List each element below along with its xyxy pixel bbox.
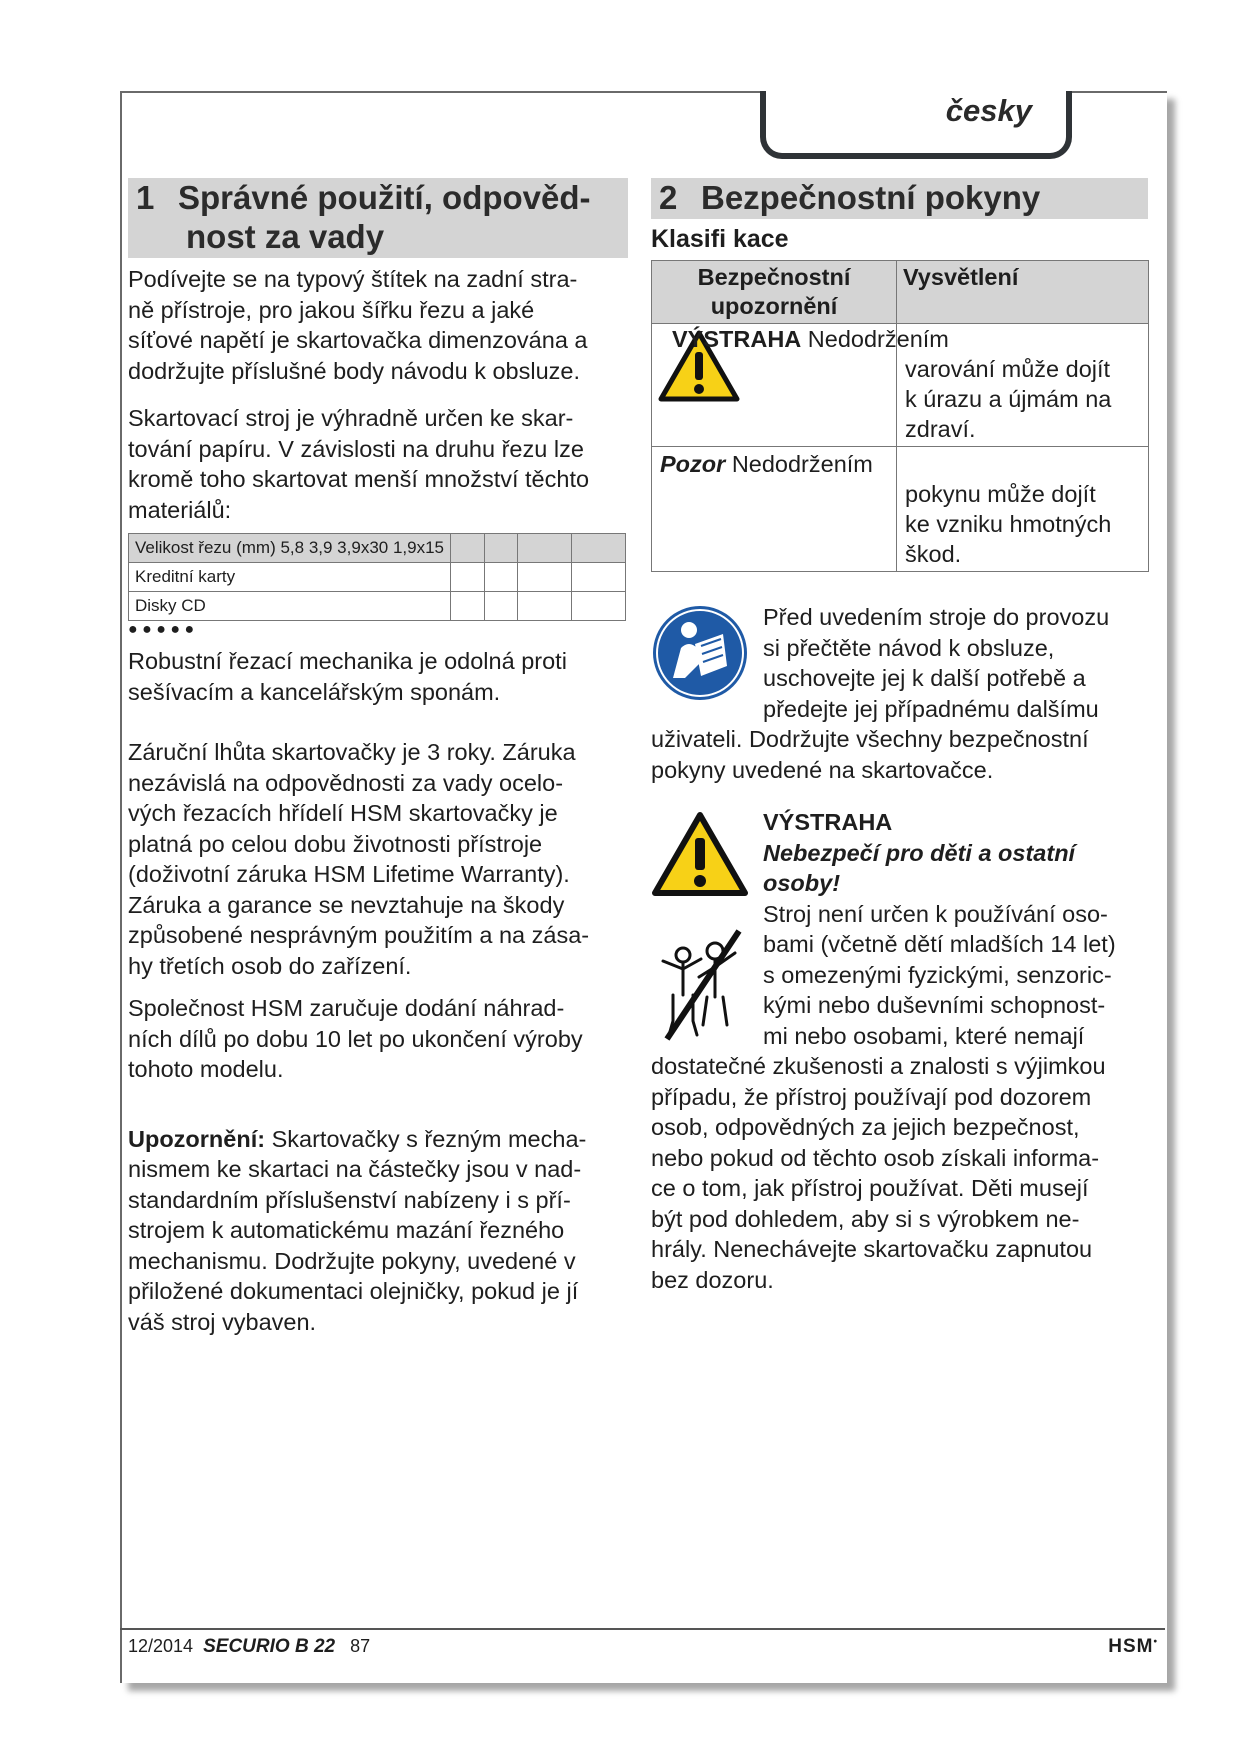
section1-para1 xyxy=(128,264,628,386)
bullet-marker: ● xyxy=(142,621,152,638)
text-line: Společnost HSM zaručuje dodání náhrad- xyxy=(128,995,565,1021)
text-line: váš stroj vybaven. xyxy=(128,1308,317,1335)
text-line: Stroj není určen k používání oso- xyxy=(763,900,1108,927)
footer-date: 12/2014 xyxy=(128,1636,194,1656)
section1-title-line1: Správné použití, odpověd- xyxy=(178,179,591,216)
bullet-marker: ● xyxy=(156,621,166,638)
warning-subtitle-line2: osoby! xyxy=(763,870,841,896)
section1-para2 xyxy=(128,403,628,525)
footer-model: SECURIO B 22 xyxy=(203,1636,336,1657)
signal-word-caution: Pozor xyxy=(660,451,726,477)
text-line: Záruka a garance se nevztahuje na škody xyxy=(128,891,565,918)
text-line: mechanismu. Dodržujte pokyny, uvedené v xyxy=(128,1247,576,1274)
text-line: předejte jej případnému dalšímu xyxy=(763,695,1099,722)
text-line: hy třetích osob do zařízení. xyxy=(128,952,412,979)
text-line: Skartovací stroj je výhradně určen ke skar- xyxy=(128,405,574,431)
text-line: s omezenými fyzickými, senzoric- xyxy=(763,961,1112,988)
read-manual-icon xyxy=(651,604,749,702)
section1-number: 1 xyxy=(136,179,155,216)
text-line: způsobené nesprávným použitím a na zása- xyxy=(128,922,590,948)
section1-title-line2: nost za vady xyxy=(186,218,385,255)
text-line: síťové napětí je skartovačka dimenzována a xyxy=(128,327,588,353)
right-column xyxy=(651,178,1148,1295)
cut-table-row-cds xyxy=(129,592,451,621)
bullet-marker: ● xyxy=(128,621,138,638)
text-line: nebo pokud od těchto osob získali informa- xyxy=(651,1144,1100,1171)
text-line: vých řezacích hřídelí HSM skartovačky je xyxy=(128,800,558,826)
footer-page-number: 87 xyxy=(350,1636,371,1656)
text-line: nezávislá na odpovědnosti za vady ocelo- xyxy=(128,769,564,796)
text-line: bami (včetně dětí mladších 14 let) xyxy=(763,931,1116,957)
text-line: dostatečné zkušenosti a znalosti s výjimkou xyxy=(651,1053,1106,1079)
row-text: Nedodržením xyxy=(807,326,949,352)
children-warning-block xyxy=(651,807,1148,1295)
text-line: uživateli. Dodržujte všechny bezpečnostní xyxy=(651,726,1089,752)
warning-subtitle-line1: Nebezpečí pro děti a ostatní xyxy=(763,839,1076,866)
text-line: přiložené dokumentaci olejničky, pokud je jí xyxy=(128,1278,579,1304)
section1-note xyxy=(128,1124,628,1338)
text-line: uschovejte jej k další potřebě a xyxy=(763,665,1086,691)
note-label: Upozornění: xyxy=(128,1125,266,1152)
hsm-logo: HSM• xyxy=(1108,1636,1158,1657)
section1-para4 xyxy=(128,737,628,981)
text-line: dodržujte příslušné body návodu k obsluze. xyxy=(128,357,581,384)
caution-row-first-line xyxy=(660,449,873,479)
row-text: Nedodržením xyxy=(731,451,873,477)
brand-name: HSM xyxy=(1108,1636,1154,1657)
text-line: Záruční lhůta skartovačky je 3 roky. Záruka xyxy=(128,739,576,765)
text-line: případu, že přístroj používají pod dozorem xyxy=(651,1083,1092,1110)
col-safety-notice-header xyxy=(652,261,897,324)
header-line: Bezpečnostní xyxy=(697,264,851,290)
section1-heading xyxy=(128,178,628,258)
footer xyxy=(128,1636,1158,1658)
text-line: zdraví. xyxy=(905,416,976,442)
section1-para3 xyxy=(128,646,628,707)
caution-signal-cell xyxy=(652,447,897,572)
warning-title: VÝSTRAHA xyxy=(763,809,893,835)
text-line: standardním příslušenství nabízeny i s pří- xyxy=(128,1186,571,1213)
caution-explanation-cell xyxy=(897,447,1149,572)
text-line: tování papíru. V závislosti na druhu řezu lze xyxy=(128,435,584,462)
note-text: Skartovačky s řezným mecha- xyxy=(265,1125,587,1152)
no-children-icon xyxy=(655,925,747,1043)
section2-number: 2 xyxy=(659,179,678,216)
text-line: nismem ke skartaci na částečky jsou v nad- xyxy=(128,1156,582,1182)
text-line: bez dozoru. xyxy=(651,1266,774,1293)
text-line: Před uvedením stroje do provozu xyxy=(763,604,1110,630)
text-line: ně přístroje, pro jakou šířku řezu a jaké xyxy=(128,296,535,323)
text-line: být pod dohledem, aby si s výrobkem ne- xyxy=(651,1205,1080,1232)
text-line: varování může dojít xyxy=(905,356,1111,382)
text-line: (doživotní záruka HSM Lifetime Warranty). xyxy=(128,861,570,887)
cut-table-row-credit-cards xyxy=(129,563,451,592)
read-manual-block xyxy=(651,602,1148,785)
text-line: materiálů: xyxy=(128,496,232,523)
cut-size-table xyxy=(128,533,628,639)
footer-divider xyxy=(120,1628,1165,1630)
language-label: česky xyxy=(945,93,1032,128)
text-line: hrály. Nenechávejte skartovačku zapnutou xyxy=(651,1236,1093,1262)
text-line: ce o tom, jak přístroj používat. Děti musejí xyxy=(651,1175,1089,1201)
text-line: kromě toho skartovat menší množství těchto xyxy=(128,466,590,492)
text-line: pokynu může dojít xyxy=(905,481,1096,507)
language-tab xyxy=(760,91,1072,159)
section1-para5 xyxy=(128,993,628,1085)
text-line: Podívejte se na typový štítek na zadní stra- xyxy=(128,266,578,292)
text-line: kými nebo duševními schopnost- xyxy=(763,992,1106,1018)
row-label: Kreditní karty xyxy=(135,567,236,586)
text-line: mi nebo osobami, které nemají xyxy=(763,1022,1085,1049)
col-explanation-header: Vysvětlení xyxy=(897,261,1149,324)
text-line: osob, odpovědných za jejich bezpečnost, xyxy=(651,1114,1080,1140)
warning-row-first-line xyxy=(672,324,949,354)
cut-table-header: Velikost řezu (mm) 5,8 3,9 3,9x30 1,9x15 xyxy=(129,534,451,563)
warning-triangle-icon xyxy=(651,811,749,897)
text-line: ke vzniku hmotných xyxy=(905,511,1112,537)
text-line: Robustní řezací mechanika je odolná proti xyxy=(128,648,567,674)
bullet-marker: ● xyxy=(170,621,181,638)
text-line: strojem k automatickému mazání řezného xyxy=(128,1217,565,1243)
text-line: si přečtěte návod k obsluze, xyxy=(763,634,1055,661)
section2-heading xyxy=(651,178,1148,219)
text-line: sešívacím a kancelářským sponám. xyxy=(128,678,501,705)
classification-table xyxy=(651,260,1149,572)
header-line: upozornění xyxy=(710,293,838,319)
text-line: ních dílů po dobu 10 let po ukončení výroby xyxy=(128,1025,583,1052)
signal-word-warning: VÝSTRAHA xyxy=(672,326,802,352)
section2-title: Bezpečnostní pokyny xyxy=(701,179,1041,216)
text-line: pokyny uvedené na skartovačce. xyxy=(651,756,994,783)
note-first-line xyxy=(128,1124,628,1155)
text-line: platná po celou dobu životnosti přístroje xyxy=(128,830,543,857)
left-column xyxy=(128,178,628,1337)
text-line: tohoto modelu. xyxy=(128,1056,284,1082)
text-line: škod. xyxy=(905,541,962,567)
row-label: Disky CD xyxy=(135,596,206,615)
classification-heading: Klasifi kace xyxy=(651,225,789,253)
bullet-marker: ● xyxy=(184,621,195,638)
text-line: k úrazu a újmám na xyxy=(905,386,1112,412)
